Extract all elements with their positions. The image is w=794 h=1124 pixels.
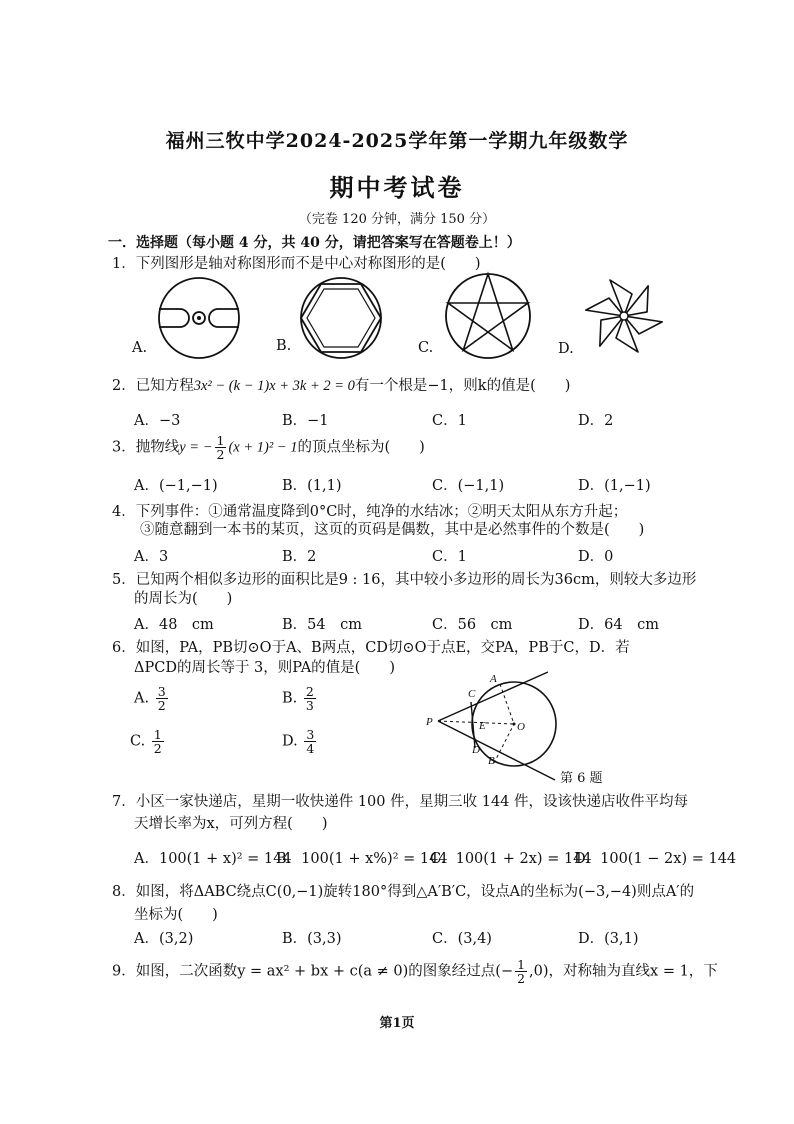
q3-prefix: 3．抛物线 [112, 439, 180, 456]
q5-option-a: A．48 cm [134, 617, 214, 633]
q2-end: ，则k的值是( ) [448, 378, 571, 394]
question-7-line-2: 天增长率为x，可列方程( ) [134, 816, 328, 832]
q6-point-b: B [488, 755, 495, 767]
q6-option-c-den: 2 [153, 741, 162, 757]
q9-prefix: 9．如图，二次函数y = ax² + bx + c(a ≠ 0)的图象经过点(− [112, 963, 514, 980]
q2-option-c: C．1 [432, 413, 467, 429]
q6-option-a [134, 685, 170, 712]
q6-option-d [282, 728, 318, 755]
q4-option-a: A．3 [134, 549, 169, 565]
exam-title: 期中考试卷 [329, 173, 465, 202]
q6-option-a-label: A. [134, 690, 150, 707]
q2-suffix: 有一个根是 [354, 378, 428, 394]
q6-point-c: C [468, 688, 476, 700]
q6-point-e: E [479, 720, 486, 732]
question-6-line-2: ΔPCD的周长等于 3，则PA的值是( ) [134, 660, 395, 676]
question-4-line-1: 4．下列事件：①通常温度降到0°C时，纯净的水结冰；②明天太阳从东方升起； [112, 504, 628, 520]
q6-option-b-num: 2 [305, 684, 314, 699]
q1-label-b: B. [276, 338, 292, 354]
q1-figure-c [444, 272, 532, 360]
q3-option-c: C．(−1,1) [432, 478, 505, 494]
q9-fraction [515, 958, 527, 985]
q3-option-b: B．(1,1) [282, 478, 342, 494]
q3-end: 的顶点坐标为( ) [297, 439, 425, 456]
q6-option-c [130, 728, 166, 755]
q2-option-a: A．−3 [134, 413, 181, 429]
q6-point-a: A [490, 673, 497, 685]
q5-option-b: B．54 cm [282, 617, 362, 633]
q9-frac-den: 2 [517, 971, 526, 987]
exam-duration-note: （完卷 120 分钟，满分 150 分） [298, 212, 496, 227]
q6-point-d: D [472, 744, 480, 756]
q6-option-c-fraction [152, 728, 164, 755]
q4-option-c: C．1 [432, 549, 467, 565]
q6-option-a-den: 2 [157, 698, 166, 714]
question-5-line-1: 5．已知两个相似多边形的面积比是9 : 16，其中较小多边形的周长为36cm，则较大多边形 [112, 572, 697, 588]
q1-figure-d [580, 272, 668, 360]
q7-option-d: D．100(1 − 2x) = 144 [574, 851, 737, 867]
q2-prefix: 2．已知方程 [112, 378, 194, 394]
question-8-line-2: 坐标为( ) [134, 907, 218, 923]
q2-option-d: D．2 [578, 413, 614, 429]
q6-option-b-label: B. [282, 690, 298, 707]
q6-option-a-num: 3 [157, 684, 166, 699]
q6-option-b [282, 685, 318, 712]
q6-figure-caption: 第 6 题 [560, 771, 603, 786]
q9-frac-num: 1 [517, 957, 526, 972]
q2-equation: 3x² − (k − 1)x + 3k + 2 = 0 [193, 378, 355, 394]
q6-point-o: O [517, 721, 525, 733]
q3-option-a: A．(−1,−1) [134, 478, 218, 494]
q1-figure-a [156, 275, 242, 361]
q6-option-b-fraction [304, 685, 316, 712]
q1-label-c: C. [418, 340, 434, 356]
q1-figure-b [298, 275, 384, 361]
q3-fraction [215, 434, 227, 461]
question-9-text [112, 958, 718, 985]
q6-option-d-num: 3 [306, 727, 315, 742]
question-3-text [112, 434, 425, 461]
q2-root: −1 [427, 378, 449, 394]
question-2-text [112, 374, 570, 395]
q6-option-c-num: 1 [153, 727, 162, 742]
q3-frac-den: 2 [216, 447, 225, 463]
q6-point-p: P [426, 716, 433, 728]
q1-label-a: A. [132, 340, 148, 356]
q5-option-d: D．64 cm [578, 617, 659, 633]
q3-rhs: (x + 1)² − 1 [228, 439, 298, 456]
q3-frac-num: 1 [216, 433, 225, 448]
q7-option-b: B．100(1 + x%)² = 144 [276, 851, 448, 867]
q8-option-d: D．(3,1) [578, 931, 639, 947]
question-4-line-2: ③随意翻到一本书的某页，这页的页码是偶数，其中是必然事件的个数是( ) [140, 522, 645, 538]
q5-option-c: C．56 cm [432, 617, 513, 633]
q3-lhs: y = − [179, 439, 213, 456]
page-number: 第1页 [379, 1016, 415, 1031]
exam-school-title: 福州三牧中学2024-2025学年第一学期九年级数学 [165, 130, 629, 152]
q7-option-c: C．100(1 + 2x) = 144 [430, 851, 592, 867]
question-5-line-2: 的周长为( ) [134, 591, 233, 607]
q6-option-c-label: C. [130, 733, 146, 750]
q9-suffix: ,0)，对称轴为直线x = 1，下 [529, 963, 718, 980]
q8-option-a: A．(3,2) [134, 931, 194, 947]
q8-option-b: B．(3,3) [282, 931, 342, 947]
q4-option-d: D．0 [578, 549, 614, 565]
q4-option-b: B．2 [282, 549, 317, 565]
question-7-line-1: 7．小区一家快递店，星期一收快递件 100 件，星期三收 144 件，设该快递店收件平均每 [112, 794, 689, 810]
question-1-text: 1．下列图形是轴对称图形而不是中心对称图形的是( ) [112, 256, 481, 272]
question-8-line-1: 8．如图，将ΔABC绕点C(0,−1)旋转180°得到△A′B′C，设点A的坐标为(−3,−4)则点A′的 [112, 884, 695, 900]
q3-option-d: D．(1,−1) [578, 478, 651, 494]
q2-option-b: B．−1 [282, 413, 329, 429]
q1-label-d: D. [558, 341, 574, 357]
q6-option-d-label: D. [282, 733, 298, 750]
q8-option-c: C．(3,4) [432, 931, 492, 947]
q6-option-d-fraction [304, 728, 316, 755]
q6-option-d-den: 4 [306, 741, 315, 757]
q6-option-a-fraction [156, 685, 168, 712]
q7-option-a: A．100(1 + x)² = 144 [134, 851, 292, 867]
section-heading-choice: 一．选择题（每小题 4 分，共 40 分，请把答案写在答题卷上！） [108, 235, 521, 251]
q6-option-b-den: 3 [305, 698, 314, 714]
question-6-line-1: 6．如图，PA，PB切⊙O于A、B两点，CD切⊙O于点E，交PA，PB于C，D．若 [112, 640, 630, 656]
